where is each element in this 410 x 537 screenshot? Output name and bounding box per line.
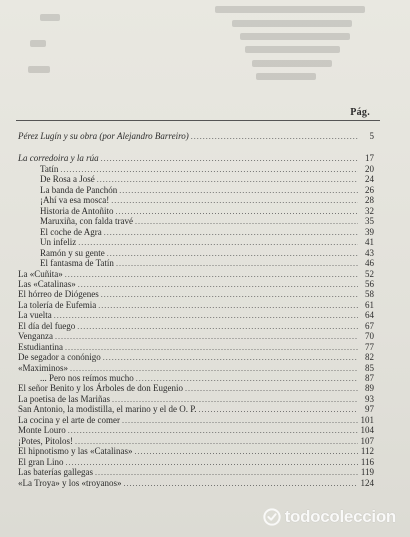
toc-entry-page: 56 <box>365 278 374 289</box>
header-rule <box>16 120 380 121</box>
toc-entry-title: ¡Ahí va esa mosca! <box>40 195 110 206</box>
toc-entry-title: La «Cuñita» <box>18 268 63 279</box>
toc-entry-page: 85 <box>365 362 374 373</box>
toc-entry-page: 39 <box>365 226 374 237</box>
toc-entry-page: 17 <box>365 153 374 163</box>
toc-entry-title: De Rosa a José <box>40 174 95 185</box>
toc-entry-page: 124 <box>360 477 374 488</box>
toc-entry-title: La corredoira y la rúa <box>18 153 99 163</box>
toc-entry-title: Las «Catalinas» <box>18 278 76 289</box>
toc-entry-page: 87 <box>365 373 374 383</box>
toc-entry-page: 43 <box>365 247 374 258</box>
toc-entry-page: 41 <box>365 237 374 248</box>
toc-entry-title: La vuelta <box>18 310 52 321</box>
toc-entry-title: El hipnotismo y las «Catalinas» <box>18 446 133 457</box>
toc-entry-page: 77 <box>365 341 374 352</box>
toc-entry-title: Venganza <box>18 331 53 342</box>
toc-entry-page: 58 <box>365 289 374 300</box>
toc-entry-page: 64 <box>365 310 374 321</box>
toc-entry-title: Un infeliz <box>40 237 77 248</box>
toc-entry-page: 82 <box>365 352 374 363</box>
toc-entry-title: «Maximinos» <box>18 362 69 373</box>
toc-entry-page: 101 <box>360 414 374 425</box>
toc-entry-page: 26 <box>365 184 374 195</box>
toc-entry-page: 104 <box>360 425 374 436</box>
toc-entry-page: 20 <box>365 164 374 174</box>
dot-leader <box>191 131 358 142</box>
toc-entry-page: 32 <box>365 205 374 216</box>
page-column-header: Pág. <box>350 107 370 118</box>
toc-entry-page: 93 <box>365 393 374 404</box>
toc-entry-page: 116 <box>360 456 374 467</box>
toc-entry-page: 52 <box>365 268 374 279</box>
toc-entry-title: Maruxiña, con falda travé <box>40 216 133 227</box>
todocoleccion-logo-icon <box>263 508 281 526</box>
toc-entry-title: El señor Benito y los Árboles de don Eugenio <box>18 383 183 394</box>
toc-entry-title: El coche de Agra <box>40 226 102 237</box>
toc-entry-title: El gran Lino <box>18 456 64 467</box>
dot-leader <box>124 478 359 489</box>
toc-entry-page: 112 <box>360 446 374 457</box>
toc-entry-title: Ramón y su gente <box>40 247 105 258</box>
toc-entry-title: «La Troya» y los «troyanos» <box>18 477 122 488</box>
toc-entry-title: La cocina y el arte de comer <box>18 414 120 425</box>
toc-entry-page: 70 <box>365 331 374 342</box>
watermark-text: todocoleccion <box>284 507 396 526</box>
toc-entry <box>18 130 374 142</box>
toc-entry-page: 5 <box>369 131 374 141</box>
toc-entry-title: El fantasma de Tatín <box>40 258 114 269</box>
toc-entry-page: 97 <box>365 404 374 415</box>
toc-entry-title: De segador a conónigo <box>18 352 101 363</box>
toc-entry-title: El día del fuego <box>18 320 76 331</box>
toc-entry-title: La banda de Panchón <box>40 184 118 195</box>
toc-entry-title: La tolería de Eufemia <box>18 299 97 310</box>
toc-entry-title: Tatín <box>40 164 59 174</box>
toc-entry-title: Historia de Antoñito <box>40 205 114 216</box>
toc-entry-page: 107 <box>360 435 374 446</box>
toc-entry <box>18 477 374 489</box>
toc-entry-page: 61 <box>365 299 374 310</box>
toc-entry-title: Las baterías gallegas <box>18 467 93 478</box>
toc-entry-title: Estudiantina <box>18 341 63 352</box>
toc-entry-page: 24 <box>365 174 374 185</box>
toc-entry-page: 46 <box>365 258 374 269</box>
toc-entry-title: La poetisa de las Mariñas <box>18 393 110 404</box>
toc-entry-title: Pérez Lugín y su obra (por Alejandro Barreiro) <box>18 131 189 141</box>
toc-entry-page: 35 <box>365 216 374 227</box>
toc-entry-page: 28 <box>365 195 374 206</box>
toc-entry-title: ... Pero nos reímos mucho <box>40 373 134 383</box>
watermark <box>263 507 396 527</box>
toc-entry-page: 119 <box>360 467 374 478</box>
toc-entry-title: ¡Potes, Pitolos! <box>18 435 74 446</box>
toc-entry-title: Monte Louro <box>18 425 66 436</box>
toc-entry-title: San Antonio, la modistilla, el marino y el de O. P. <box>18 404 197 415</box>
toc-entry-page: 89 <box>365 383 374 394</box>
bleed-through-text <box>0 0 410 100</box>
toc-entry-title: El hórreo de Diógenes <box>18 289 99 300</box>
toc-entry-page: 67 <box>365 320 374 331</box>
